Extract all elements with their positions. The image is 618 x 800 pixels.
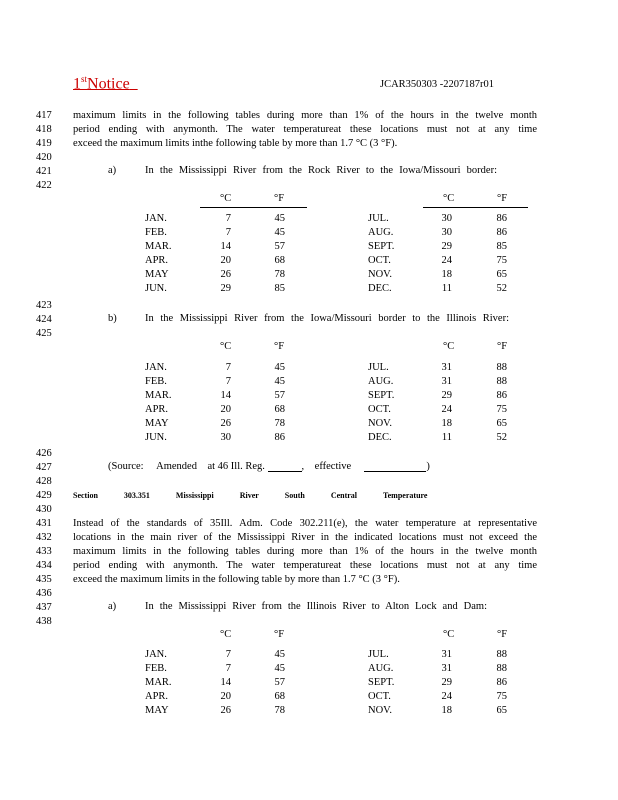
fahrenheit-cell: 85 — [274, 283, 285, 294]
month-cell: AUG. — [368, 227, 394, 238]
fahrenheit-cell: 52 — [496, 432, 507, 443]
month-cell: FEB. — [145, 227, 167, 238]
celsius-cell: 24 — [441, 691, 452, 702]
fahrenheit-cell: 88 — [496, 362, 507, 373]
month-cell: JUL. — [368, 362, 389, 373]
fahrenheit-cell: 86 — [496, 390, 507, 401]
fahrenheit-cell: 75 — [496, 691, 507, 702]
item-label: a) — [108, 601, 117, 612]
month-cell: FEB. — [145, 376, 167, 387]
line-number: 421 — [36, 166, 52, 177]
table-row — [0, 663, 618, 677]
celsius-cell: 11 — [441, 283, 452, 294]
table-row — [0, 705, 618, 719]
celsius-cell: 31 — [441, 376, 452, 387]
notice-number: 1 — [73, 75, 81, 93]
celsius-cell: 29 — [441, 677, 452, 688]
source-suffix: ) — [426, 461, 430, 472]
celsius-cell: 14 — [220, 390, 231, 401]
unit-fahrenheit: °F — [497, 629, 508, 640]
month-cell: APR. — [145, 691, 169, 702]
line-number: 432 — [36, 532, 52, 543]
celsius-cell: 30 — [441, 227, 452, 238]
celsius-cell: 24 — [441, 404, 452, 415]
month-cell: NOV. — [368, 418, 393, 429]
table-row — [0, 227, 618, 241]
month-cell: OCT. — [368, 691, 391, 702]
month-cell: MAY — [145, 705, 169, 716]
line-number: 436 — [36, 588, 52, 599]
celsius-cell: 7 — [225, 213, 231, 224]
line-number: 431 — [36, 518, 52, 529]
section-title-word: Mississippi — [175, 491, 214, 500]
fahrenheit-cell: 68 — [274, 691, 285, 702]
table-row — [0, 362, 618, 376]
table-row — [0, 418, 618, 432]
document-code: JCAR350303 -2207187r01 — [380, 79, 495, 90]
month-cell: DEC. — [368, 283, 392, 294]
month-cell: SEPT. — [368, 241, 395, 252]
fahrenheit-cell: 45 — [274, 649, 285, 660]
header-rule — [423, 207, 528, 208]
notice-word: Notice — [87, 75, 130, 93]
celsius-cell: 7 — [225, 649, 231, 660]
month-cell: NOV. — [368, 705, 393, 716]
source-comma: , — [301, 461, 305, 472]
line-number: 427 — [36, 462, 52, 473]
section-title-word: Central — [330, 491, 358, 500]
celsius-cell: 18 — [441, 269, 452, 280]
item-label: a) — [108, 165, 117, 176]
table-row — [0, 255, 618, 269]
notice-heading — [73, 74, 138, 93]
paragraph-line: locations in the main river of the Mississippi River in the indicated locations must not exceed the — [73, 532, 537, 543]
paragraph-line: maximum limits in the following tables during more than 1% of the hours in the twelve month — [73, 546, 537, 557]
month-cell: DEC. — [368, 432, 392, 443]
line-number: 434 — [36, 560, 52, 571]
month-cell: SEPT. — [368, 677, 395, 688]
celsius-cell: 11 — [441, 432, 452, 443]
celsius-cell: 18 — [441, 418, 452, 429]
line-number: 417 — [36, 110, 52, 121]
table-row — [0, 213, 618, 227]
fahrenheit-cell: 86 — [496, 677, 507, 688]
celsius-cell: 7 — [225, 663, 231, 674]
fahrenheit-cell: 86 — [496, 213, 507, 224]
paragraph-line: period ending with anymonth. The water temperatureat these locations must not at any time — [73, 124, 537, 135]
month-cell: JUL. — [368, 213, 389, 224]
table-row — [0, 691, 618, 705]
month-cell: JUL. — [368, 649, 389, 660]
table-row — [0, 376, 618, 390]
paragraph-line: exceed the maximum limits inthe following table by more than 1.7 °C (3 °F). — [73, 138, 398, 149]
month-cell: MAY — [145, 418, 169, 429]
celsius-cell: 31 — [441, 663, 452, 674]
celsius-cell: 26 — [220, 418, 231, 429]
month-cell: MAY — [145, 269, 169, 280]
fahrenheit-cell: 68 — [274, 404, 285, 415]
table-row — [0, 283, 618, 297]
unit-celsius: °C — [220, 629, 232, 640]
celsius-cell: 20 — [220, 404, 231, 415]
line-number: 437 — [36, 602, 52, 613]
month-cell: OCT. — [368, 404, 391, 415]
section-title-word: South — [284, 491, 305, 500]
unit-fahrenheit: °F — [274, 193, 285, 204]
unit-fahrenheit: °F — [274, 341, 285, 352]
fahrenheit-cell: 86 — [274, 432, 285, 443]
paragraph-line: exceed the maximum limits in the following table by more than 1.7 °C (3 °F). — [73, 574, 400, 585]
section-title-word: Temperature — [383, 491, 428, 500]
celsius-cell: 30 — [441, 213, 452, 224]
month-cell: JUN. — [145, 432, 167, 443]
item-label: b) — [108, 313, 117, 324]
celsius-cell: 24 — [441, 255, 452, 266]
month-cell: APR. — [145, 404, 169, 415]
reg-blank — [268, 471, 302, 472]
table-caption: In the Mississippi River from the Rock River to the Iowa/Missouri border: — [145, 165, 497, 176]
line-number: 424 — [36, 314, 52, 325]
table-row — [0, 241, 618, 255]
fahrenheit-cell: 88 — [496, 376, 507, 387]
month-cell: JAN. — [145, 649, 167, 660]
month-cell: MAR. — [145, 241, 172, 252]
line-number: 435 — [36, 574, 52, 585]
month-cell: AUG. — [368, 376, 394, 387]
celsius-cell: 7 — [225, 376, 231, 387]
fahrenheit-cell: 78 — [274, 705, 285, 716]
unit-celsius: °C — [443, 193, 455, 204]
celsius-cell: 26 — [220, 269, 231, 280]
month-cell: NOV. — [368, 269, 393, 280]
fahrenheit-cell: 75 — [496, 255, 507, 266]
celsius-cell: 14 — [220, 677, 231, 688]
fahrenheit-cell: 78 — [274, 269, 285, 280]
source-effective: effective — [314, 461, 352, 472]
unit-fahrenheit: °F — [497, 341, 508, 352]
paragraph-line: Instead of the standards of 35Ill. Adm. Code 302.211(e), the water temperature at representative — [73, 518, 537, 529]
fahrenheit-cell: 65 — [496, 705, 507, 716]
unit-fahrenheit: °F — [497, 193, 508, 204]
notice-suffix: st — [81, 74, 88, 84]
celsius-cell: 18 — [441, 705, 452, 716]
month-cell: AUG. — [368, 663, 394, 674]
celsius-cell: 31 — [441, 362, 452, 373]
line-number: 420 — [36, 152, 52, 163]
fahrenheit-cell: 52 — [496, 283, 507, 294]
table-row — [0, 269, 618, 283]
unit-celsius: °C — [443, 629, 455, 640]
celsius-cell: 7 — [225, 362, 231, 373]
fahrenheit-cell: 65 — [496, 418, 507, 429]
line-number: 438 — [36, 616, 52, 627]
fahrenheit-cell: 65 — [496, 269, 507, 280]
fahrenheit-cell: 45 — [274, 362, 285, 373]
fahrenheit-cell: 45 — [274, 663, 285, 674]
month-cell: FEB. — [145, 663, 167, 674]
line-number: 430 — [36, 504, 52, 515]
table-row — [0, 649, 618, 663]
celsius-cell: 26 — [220, 705, 231, 716]
table-row — [0, 390, 618, 404]
celsius-cell: 20 — [220, 255, 231, 266]
table-row — [0, 404, 618, 418]
line-number: 425 — [36, 328, 52, 339]
fahrenheit-cell: 57 — [274, 390, 285, 401]
effective-blank — [364, 471, 426, 472]
paragraph-line: period ending with anymonth. The water temperatureat these locations must not at any time — [73, 560, 537, 571]
celsius-cell: 20 — [220, 691, 231, 702]
fahrenheit-cell: 85 — [496, 241, 507, 252]
line-number: 423 — [36, 300, 52, 311]
celsius-cell: 7 — [225, 227, 231, 238]
month-cell: MAR. — [145, 390, 172, 401]
line-number: 419 — [36, 138, 52, 149]
source-note — [108, 461, 430, 472]
section-number: 303.351 — [123, 491, 150, 500]
fahrenheit-cell: 86 — [496, 227, 507, 238]
unit-celsius: °C — [443, 341, 455, 352]
fahrenheit-cell: 88 — [496, 649, 507, 660]
unit-fahrenheit: °F — [274, 629, 285, 640]
table-row — [0, 432, 618, 446]
fahrenheit-cell: 57 — [274, 677, 285, 688]
line-number: 428 — [36, 476, 52, 487]
unit-celsius: °C — [220, 341, 232, 352]
paragraph-line: maximum limits in the following tables during more than 1% of the hours in the twelve month — [73, 110, 537, 121]
fahrenheit-cell: 45 — [274, 376, 285, 387]
table-caption: In the Mississippi River from the Iowa/Missouri border to the Illinois River: — [145, 313, 509, 324]
celsius-cell: 29 — [220, 283, 231, 294]
month-cell: JAN. — [145, 362, 167, 373]
source-reg: at 46 Ill. Reg. — [207, 461, 265, 472]
celsius-cell: 30 — [220, 432, 231, 443]
fahrenheit-cell: 88 — [496, 663, 507, 674]
fahrenheit-cell: 68 — [274, 255, 285, 266]
line-number: 418 — [36, 124, 52, 135]
month-cell: OCT. — [368, 255, 391, 266]
line-number: 422 — [36, 180, 52, 191]
celsius-cell: 31 — [441, 649, 452, 660]
month-cell: JUN. — [145, 283, 167, 294]
unit-celsius: °C — [220, 193, 232, 204]
source-prefix: (Source: — [108, 461, 144, 472]
fahrenheit-cell: 78 — [274, 418, 285, 429]
month-cell: MAR. — [145, 677, 172, 688]
fahrenheit-cell: 57 — [274, 241, 285, 252]
section-heading — [73, 491, 453, 500]
table-row — [0, 677, 618, 691]
celsius-cell: 29 — [441, 390, 452, 401]
table-caption: In the Mississippi River from the Illinois River to Alton Lock and Dam: — [145, 601, 487, 612]
fahrenheit-cell: 45 — [274, 213, 285, 224]
fahrenheit-cell: 75 — [496, 404, 507, 415]
month-cell: SEPT. — [368, 390, 395, 401]
source-amended: Amended — [156, 461, 197, 472]
month-cell: JAN. — [145, 213, 167, 224]
section-title-word: River — [239, 491, 259, 500]
line-number: 426 — [36, 448, 52, 459]
fahrenheit-cell: 45 — [274, 227, 285, 238]
line-number: 433 — [36, 546, 52, 557]
section-word: Section — [73, 491, 98, 500]
line-number: 429 — [36, 490, 52, 501]
month-cell: APR. — [145, 255, 169, 266]
header-rule — [200, 207, 307, 208]
celsius-cell: 14 — [220, 241, 231, 252]
celsius-cell: 29 — [441, 241, 452, 252]
